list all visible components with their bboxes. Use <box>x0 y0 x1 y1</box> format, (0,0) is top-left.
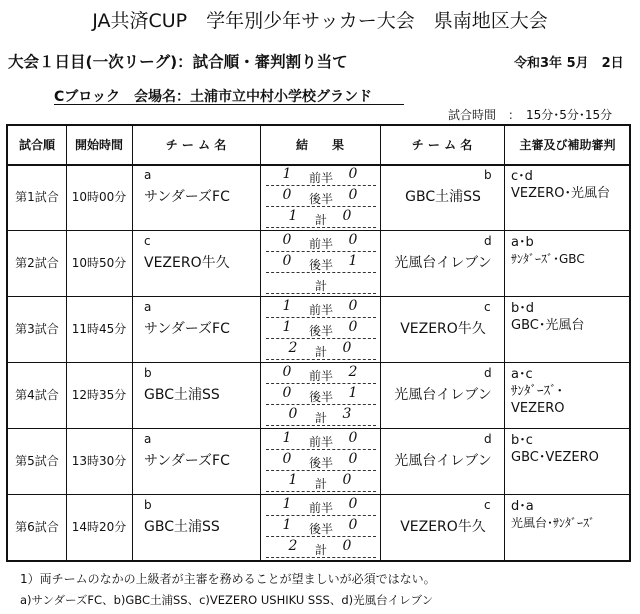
home-first-half-score: 1 <box>282 430 292 446</box>
home-total-score: 2 <box>288 538 298 554</box>
event-date: 令和3年 5月 2日 <box>514 56 624 71</box>
away-team-name: GBC土浦SS <box>405 189 481 205</box>
home-team-name: サンダーズFC <box>144 189 230 205</box>
away-first-half-score: 0 <box>348 166 358 182</box>
row-divider <box>8 164 629 166</box>
away-second-half-score: 1 <box>348 385 358 401</box>
row-divider <box>8 494 629 495</box>
second-half-label: 後半 <box>308 456 333 470</box>
home-team-name: サンダーズFC <box>144 321 230 337</box>
away-team-letter: c <box>484 498 491 512</box>
away-team-name: 光風台イレブン <box>394 387 492 403</box>
away-team-name: VEZERO牛久 <box>400 321 486 337</box>
match-order: 第5試合 <box>15 454 59 468</box>
away-team-letter: d <box>484 432 492 446</box>
first-half-label: 前半 <box>308 501 333 515</box>
home-team-name: VEZERO牛久 <box>144 255 230 271</box>
header-order: 試合順 <box>18 138 55 152</box>
match-start-time: 12時35分 <box>71 388 127 402</box>
away-second-half-score: 0 <box>348 517 358 533</box>
referee-assignment: ｻﾝﾀﾞｰｽﾞ･ <box>511 384 563 399</box>
home-team-name: サンダーズFC <box>144 453 230 469</box>
away-first-half-score: 0 <box>348 430 358 446</box>
total-label: 計 <box>314 279 327 293</box>
total-label: 計 <box>314 411 327 425</box>
away-first-half-score: 2 <box>348 364 358 380</box>
total-label: 計 <box>314 477 327 491</box>
row-divider <box>8 296 629 297</box>
second-half-label: 後半 <box>308 522 333 536</box>
total-label: 計 <box>314 345 327 359</box>
away-team-letter: c <box>484 300 491 314</box>
home-first-half-score: 1 <box>282 298 292 314</box>
first-half-label: 前半 <box>308 171 333 185</box>
venue-underline <box>54 104 404 105</box>
header-result: 結 果 <box>295 138 344 152</box>
second-half-label: 後半 <box>308 258 333 272</box>
schedule-table <box>6 124 631 562</box>
match-order: 第6試合 <box>15 520 59 534</box>
away-first-half-score: 0 <box>348 232 358 248</box>
home-team-letter: b <box>144 498 152 512</box>
footnote: 1）両チームのなかの上級者が主審を務めることが望ましいが必須ではない。 <box>20 572 436 586</box>
referee-assignment: ｻﾝﾀﾞｰｽﾞ･GBC <box>511 252 585 266</box>
header-team-right: チ ー ム 名 <box>411 138 473 152</box>
away-team-letter: d <box>484 234 492 248</box>
referee-assignment: GBC･VEZERO <box>511 450 599 465</box>
total-label: 計 <box>314 543 327 557</box>
away-total-score: 0 <box>342 538 352 554</box>
match-time-note: 試合時間 ： 15分･5分･15分 <box>448 108 613 122</box>
referee-assignment: b･d <box>511 301 535 316</box>
home-total-score: 1 <box>288 472 298 488</box>
match-start-time: 10時00分 <box>71 190 127 204</box>
away-second-half-score: 0 <box>348 319 358 335</box>
total-label: 計 <box>314 213 327 227</box>
home-team-letter: a <box>144 300 152 314</box>
home-team-name: GBC土浦SS <box>144 519 220 535</box>
second-half-label: 後半 <box>308 192 333 206</box>
away-team-letter: d <box>484 366 492 380</box>
home-total-score: 1 <box>288 208 298 224</box>
away-team-name: 光風台イレブン <box>394 255 492 271</box>
first-half-label: 前半 <box>308 237 333 251</box>
home-first-half-score: 1 <box>282 496 292 512</box>
referee-assignment: 光風台･ｻﾝﾀﾞｰｽﾞ <box>511 516 596 530</box>
match-order: 第4試合 <box>15 388 59 402</box>
referee-assignment: a･b <box>511 235 534 250</box>
referee-assignment: d･a <box>511 499 534 514</box>
away-second-half-score: 0 <box>348 451 358 467</box>
referee-assignment: GBC･光風台 <box>511 318 585 333</box>
home-second-half-score: 0 <box>282 187 292 203</box>
header-start-time: 開始時間 <box>74 138 123 152</box>
match-start-time: 11時45分 <box>71 322 127 336</box>
away-first-half-score: 0 <box>348 298 358 314</box>
first-half-label: 前半 <box>308 435 333 449</box>
away-second-half-score: 0 <box>348 187 358 203</box>
home-total-score: 2 <box>288 340 298 356</box>
home-first-half-score: 0 <box>282 232 292 248</box>
away-total-score: 0 <box>342 472 352 488</box>
match-order: 第1試合 <box>15 190 59 204</box>
row-divider <box>8 230 629 231</box>
home-team-letter: a <box>144 432 152 446</box>
match-start-time: 14時20分 <box>71 520 127 534</box>
home-team-letter: b <box>144 366 152 380</box>
referee-assignment: b･c <box>511 433 533 448</box>
away-team-name: 光風台イレブン <box>394 453 492 469</box>
match-order: 第2試合 <box>15 256 59 270</box>
home-second-half-score: 0 <box>282 385 292 401</box>
page-title: JA共済CUP 学年別少年サッカー大会 県南地区大会 <box>92 10 548 32</box>
home-first-half-score: 0 <box>282 364 292 380</box>
home-second-half-score: 0 <box>282 253 292 269</box>
home-team-letter: a <box>144 168 152 182</box>
home-team-name: GBC土浦SS <box>144 387 220 403</box>
match-order: 第3試合 <box>15 322 59 336</box>
away-team-name: VEZERO牛久 <box>400 519 486 535</box>
header-team-left: チ ー ム 名 <box>165 138 227 152</box>
away-total-score: 0 <box>342 340 352 356</box>
home-second-half-score: 1 <box>282 517 292 533</box>
away-total-score: 3 <box>342 406 352 422</box>
referee-assignment: a･c <box>511 367 533 382</box>
match-start-time: 10時50分 <box>71 256 127 270</box>
header-referee: 主審及び補助審判 <box>519 138 616 152</box>
home-first-half-score: 1 <box>282 166 292 182</box>
home-total-score: 0 <box>288 406 298 422</box>
away-team-letter: b <box>484 168 492 182</box>
away-first-half-score: 0 <box>348 496 358 512</box>
match-start-time: 13時30分 <box>71 454 127 468</box>
row-divider <box>8 362 629 363</box>
row-divider <box>8 428 629 429</box>
second-half-label: 後半 <box>308 390 333 404</box>
first-half-label: 前半 <box>308 369 333 383</box>
home-team-letter: c <box>144 234 151 248</box>
first-half-label: 前半 <box>308 303 333 317</box>
venue-heading: Cブロック 会場名：土浦市立中村小学校グランド <box>54 89 372 105</box>
referee-assignment: VEZERO <box>511 401 565 416</box>
away-total-score: 0 <box>342 208 352 224</box>
referee-assignment: c･d <box>511 169 533 184</box>
home-second-half-score: 0 <box>282 451 292 467</box>
team-key: a)サンダーズFC、b)GBC土浦SS、c)VEZERO USHIKU SSS、d)光風台イレブン <box>20 593 434 607</box>
schedule-subtitle: 大会１日目(一次リーグ)：試合順・審判割り当て <box>8 53 348 71</box>
referee-assignment: VEZERO･光風台 <box>511 186 610 201</box>
home-second-half-score: 1 <box>282 319 292 335</box>
second-half-label: 後半 <box>308 324 333 338</box>
away-second-half-score: 1 <box>348 253 358 269</box>
